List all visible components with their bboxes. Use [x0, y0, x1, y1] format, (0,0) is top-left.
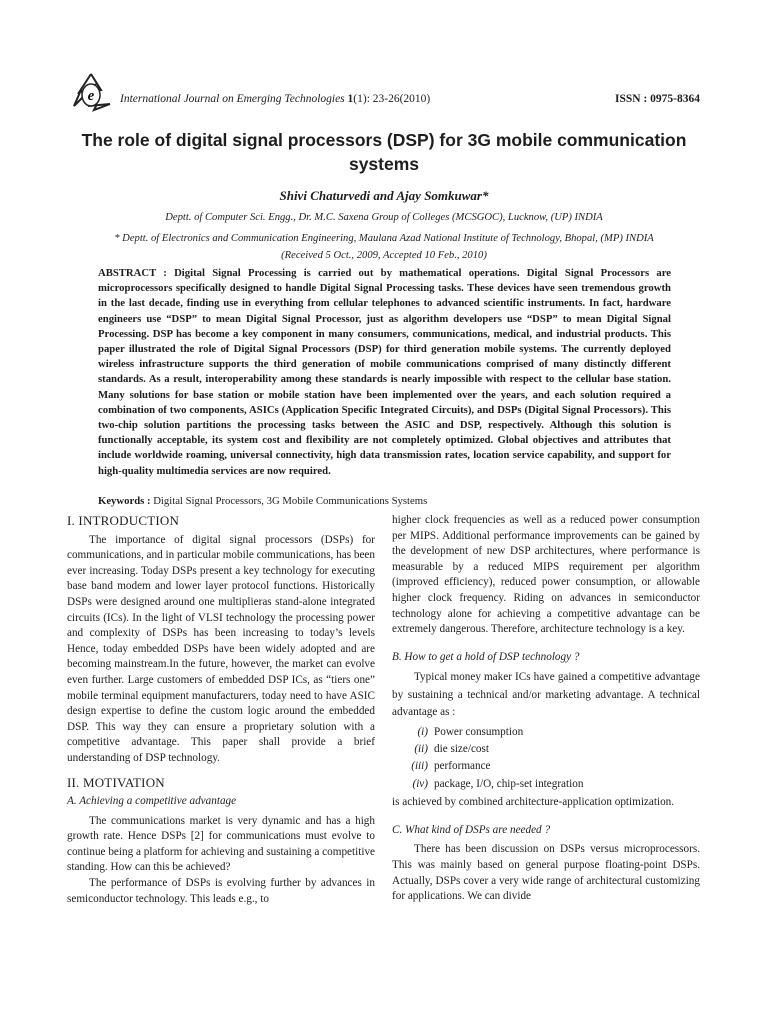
svg-text:e: e — [87, 88, 95, 104]
subsection-heading-b: B. How to get a hold of DSP technology ? — [392, 650, 580, 663]
keywords-label: Keywords : — [98, 495, 151, 507]
journal-citation — [120, 93, 430, 105]
motivation-paragraph-a2-continued: higher clock frequencies as well as a reduced power consumption per MIPS. Additional performance improvements can be gained by the development of new DSP architectures, where performance is measurable by a reduced MIPS requirement per algorithm (improved efficiency), reduced power consumption, or allowable higher clock frequency. Riding on advances in semiconductor technology alone for achieving a competitive advantage can be extremely dangerous. Therefore, architecture technology is a key. — [392, 514, 700, 636]
journal-volume: 1 — [347, 93, 354, 105]
journal-issue-pages: (1): 23-26(2010) — [353, 93, 431, 105]
journal-logo — [66, 70, 116, 120]
section-heading-introduction: I. INTRODUCTION — [67, 513, 180, 528]
abstract — [98, 266, 671, 479]
list-item: (iv) package, I/O, chip-set integration — [412, 777, 584, 790]
subsection-heading-a: A. Achieving a competitive advantage — [67, 795, 237, 808]
journal-name: International Journal on Emerging Technologies — [120, 93, 345, 105]
affiliation-1: Deptt. of Computer Sci. Engg., Dr. M.C. Saxena Group of Colleges (MCSGOC), Lucknow, (UP) INDIA — [165, 212, 603, 223]
advantage-list — [392, 724, 700, 794]
received-dates: (Received 5 Oct., 2009, Accepted 10 Feb., 2010) — [281, 250, 487, 261]
affiliation-2: * Deptt. of Electronics and Communication Engineering, Maulana Azad National Institute of Technology, Bhopal, (MP) INDIA — [114, 233, 654, 244]
list-item: (i) Power consumption — [417, 725, 524, 738]
right-column — [392, 513, 700, 905]
issn: ISSN : 0975-8364 — [615, 93, 700, 105]
motivation-paragraph-c: There has been discussion on DSPs versus microprocessors. This was mainly based on general purpose floating-point DSPs. Actually, DSPs cover a very wide range of architectural customizing for applications. We can divide — [392, 843, 700, 903]
authors: Shivi Chaturvedi and Ajay Somkuwar* — [279, 188, 489, 203]
list-item: (ii) die size/cost — [414, 742, 489, 755]
motivation-paragraph-b2: is achieved by combined architecture-application optimization. — [392, 796, 675, 809]
left-column — [67, 513, 375, 907]
list-item: (iii) performance — [411, 760, 491, 773]
keywords-text: Digital Signal Processors, 3G Mobile Communications Systems — [153, 495, 428, 507]
section-heading-motivation: II. MOTIVATION — [67, 774, 165, 790]
intro-paragraph: The importance of digital signal processors (DSPs) for communications, and in particular mobile communications, has been ever increasing. Today DSPs present a key technology for executing base band modem and lower layer protocol functions. Historically DSPs were designed around one multiplieras stand-alone integrated circuits (ICs). In the light of VLSI technology the processing power and complexity of DSPs has been increasing to today’s levels Hence, today embedded DSPs have been widely adopted and are becoming mainstream.In the future, however, the market can evolve even further. Large customers of embedded DSP ICs, as “tiers one” mobile terminal equipment manufacturers, today need to have ASIC design expertise to define the custom logic around the embedded DSP. This way they can ensure a proprietary solution with a competitive advantage. This paper shall provide a brief understanding of DSP technology. — [67, 533, 375, 764]
motivation-paragraph-a2: The performance of DSPs is evolving further by advances in semiconductor technology. This leads e.g., to — [67, 877, 375, 905]
motivation-paragraph-b: Typical money maker ICs have gained a competitive advantage by sustaining a technical and/or marketing advantage. A technical advantage as : — [392, 671, 700, 719]
keywords — [98, 495, 427, 507]
abstract-label: ABSTRACT : — [98, 267, 167, 279]
motivation-paragraph-a1: The communications market is very dynamic and has a high growth rate. Hence DSPs [2] for communications must evolve to continue being a platform for achieving and sustaining a competitive standing. How can this be achieved? — [67, 814, 375, 874]
subsection-heading-c: C. What kind of DSPs are needed ? — [392, 823, 551, 836]
paper-title: The role of digital signal processors (DSP) for 3G mobile communication systems — [81, 130, 687, 174]
abstract-text: Digital Signal Processing is carried out by mathematical operations. Digital Signal Processors are microprocessors specifically designed to handle Digital Signal Processing tasks. These devices have seen tremendous growth in the last decade, finding use in everything from cellular telephones to advanced scientific instruments. In fact, hardware engineers use “DSP” to mean Digital Signal Processor, just as algorithm developers use “DSP” to mean Digital Signal Processing. DSP has become a key component in many consumers, communications, medical, and industrial products. This paper illustrated the role of Digital Signal Processors (DSP) for third generation mobile systems. The currently deployed wireless infrastructure supports the third generation of mobile communications comprised of many distinctly different standards. As a result, interoperability among these standards is nearly impossible with respect to the cellular base station. Many solutions for base station or mobile station have been implemented over the years, and each solution required a combination of two components, ASICs (Application Specific Integrated Circuits), and DSPs (Digital Signal Processors). This two-chip solution partitions the processing tasks between the ASIC and DSP, respectively. Although this solution is functionally acceptable, its system cost and flexibility are not completely optimized. Global objectives and attributes that include worldwide roaming, universal connectivity, high data transmission rates, location service capability, and support for high-quality multimedia services are now required. — [98, 267, 671, 477]
